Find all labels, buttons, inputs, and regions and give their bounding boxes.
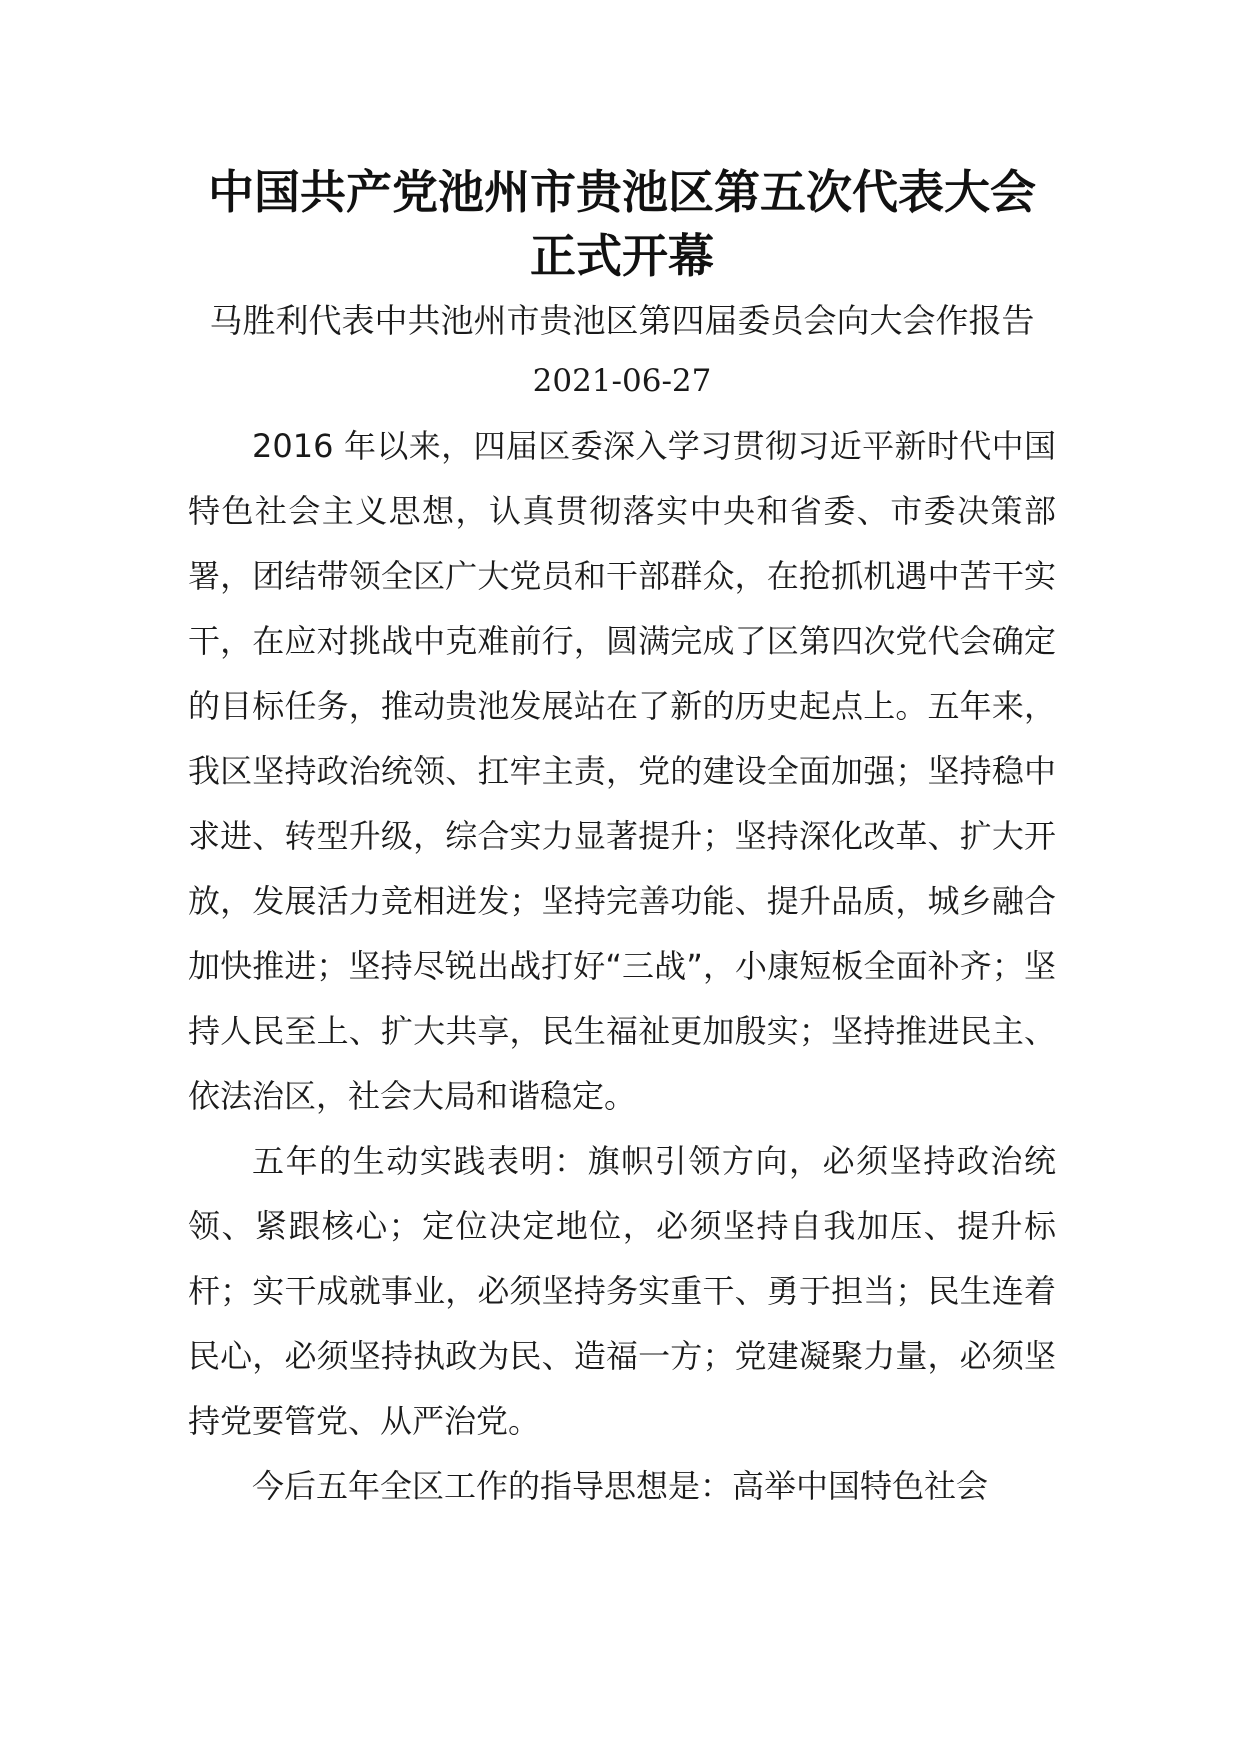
article-date: 2021-06-27 xyxy=(532,363,712,399)
title-line-2: 正式开幕 xyxy=(530,229,714,283)
article-body xyxy=(188,160,1056,1519)
paragraph-3: 今后五年全区工作的指导思想是：高举中国特色社会 xyxy=(252,1467,989,1505)
article-subtitle: 马胜利代表中共池州市贵池区第四届委员会向大会作报告 xyxy=(209,301,1035,340)
paragraph-1: 2016 年以来，四届区委深入学习贯彻习近平新时代中国特色社会主义思想，认真贯彻落实中央和省委、市委决策部署，团结带领全区广大党员和干部群众，在抢抓机遇中苦干实干，在应对挑战中克难前行，圆满完成了区第四次党代会确定的目标任务，推动贵池发展站在了新的历史起点上。五年来，我区坚持政治统领、扛牢主责，党的建设全面加强；坚持稳中求进、转型升级，综合实力显著提升；坚持深化改革、扩大开放，发展活力竞相迸发；坚持完善功能、提升品质，城乡融合加快推进；坚持尽锐出战打好“三战”，小康短板全面补齐；坚持人民至上、扩大共享，民生福祉更加殷实；坚持推进民主、依法治区，社会大局和谐稳定。 xyxy=(188,427,1056,1115)
title-line-1: 中国共产党池州市贵池区第五次代表大会 xyxy=(208,165,1036,219)
paragraph-2: 五年的生动实践表明：旗帜引领方向，必须坚持政治统领、紧跟核心；定位决定地位，必须坚持自我加压、提升标杆；实干成就事业，必须坚持务实重干、勇于担当；民生连着民心，必须坚持执政为民、造福一方；党建凝聚力量，必须坚持党要管党、从严治党。 xyxy=(188,1142,1056,1440)
article-title xyxy=(188,160,1056,288)
